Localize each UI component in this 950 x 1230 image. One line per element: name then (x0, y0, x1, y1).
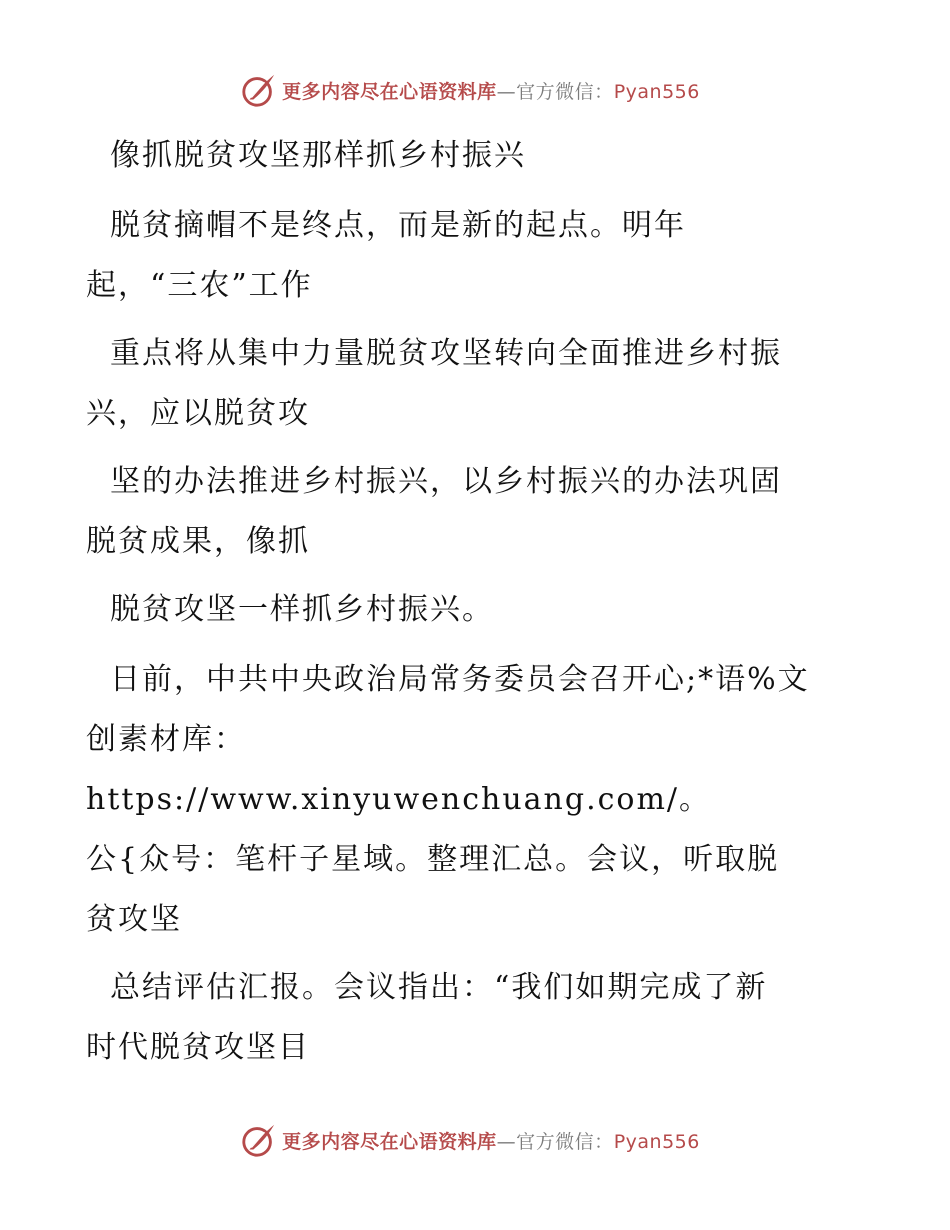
watermark-account-label: 官方微信： (516, 80, 614, 103)
paragraph (86, 452, 858, 572)
feather-logo-icon (240, 71, 278, 109)
feather-logo-icon (240, 1121, 278, 1159)
watermark-dash: — (496, 1130, 517, 1153)
paragraph (86, 958, 858, 1078)
paragraph-line: 重点将从集中力量脱贫攻坚转向全面推进乡村振 (110, 336, 782, 371)
paragraph-line: 总结评估汇报。会议指出：“我们如期完成了新 (110, 970, 768, 1005)
paragraph (86, 324, 858, 444)
paragraph (98, 580, 858, 640)
paragraph-line: 坚的办法推进乡村振兴，以乡村振兴的办法巩固 (110, 464, 782, 499)
watermark-site: 更多内容尽在心语资料库 (282, 80, 497, 103)
watermark-site: 更多内容尽在心语资料库 (282, 1130, 497, 1153)
watermark-handle: Pyan556 (613, 1130, 700, 1153)
watermark-text (282, 77, 700, 104)
paragraph-line: 脱贫攻坚一样抓乡村振兴。 (110, 592, 494, 627)
paragraph-line: 脱贫成果，像抓 (86, 524, 310, 559)
paragraph-line: 日前，中共中央政治局常务委员会召开心;*语%文 (110, 662, 810, 697)
paragraph-line: 像抓脱贫攻坚那样抓乡村振兴 (110, 138, 526, 173)
paragraph-line: 创素材库：https://www.xinyuwenchuang.com/。 (86, 722, 712, 817)
footer-watermark (0, 1118, 950, 1162)
document-body (86, 126, 858, 1086)
watermark-text (282, 1127, 700, 1154)
watermark-handle: Pyan556 (613, 80, 700, 103)
paragraph-line: 兴，应以脱贫攻 (86, 396, 310, 431)
header-watermark (0, 68, 950, 112)
paragraph-line: 时代脱贫攻坚目 (86, 1030, 310, 1065)
paragraph-title (98, 126, 858, 186)
paragraph-line: 公{众号：笔杆子星域。整理汇总。会议，听取脱 (86, 842, 780, 877)
paragraph-line: 起，“三农”工作 (86, 268, 313, 303)
paragraph (86, 650, 858, 950)
paragraph-line: 贫攻坚 (86, 902, 182, 937)
watermark-account-label: 官方微信： (516, 1130, 614, 1153)
paragraph (86, 196, 858, 316)
paragraph-line: 脱贫摘帽不是终点，而是新的起点。明年 (110, 208, 686, 243)
watermark-dash: — (496, 80, 517, 103)
